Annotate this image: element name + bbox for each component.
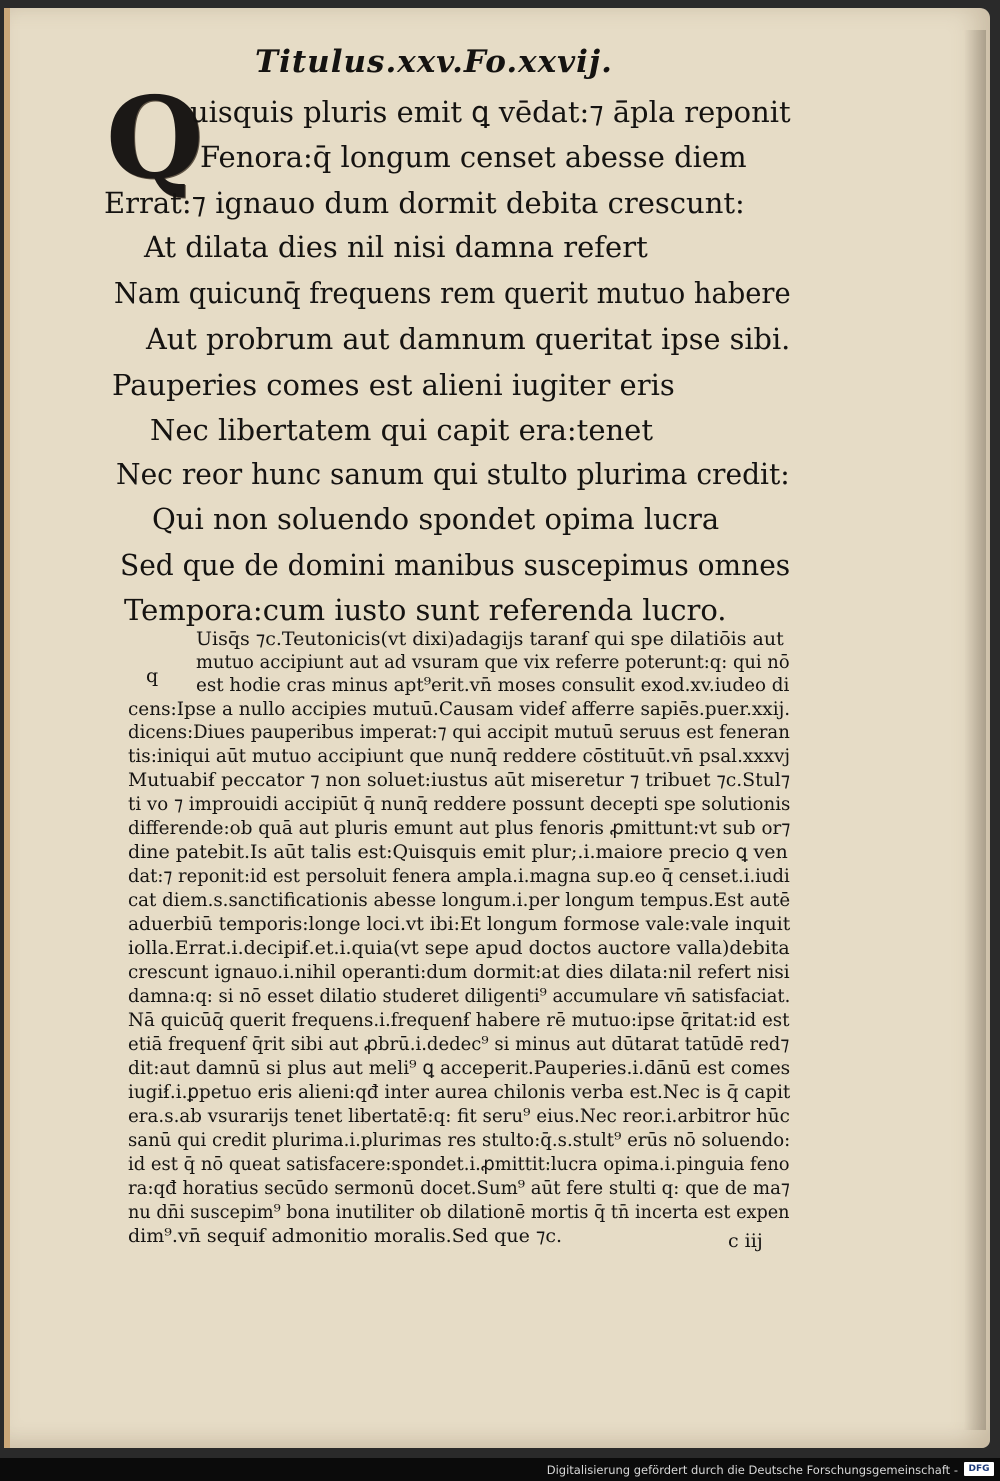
commentary-line: iugiẜ.i.ꝑpetuo eris alieni:qđ inter aurea chilonis verba est.Nec is q̄ capit [128,1081,791,1103]
footer-funding-text: Digitalisierung gefördert durch die Deutsche Forschungsgemeinschaft - [546,1463,958,1477]
decorated-initial: Q [106,73,204,204]
commentary-line: cens:Ipse a nullo accipies mutuū.Causam videẜ afferre sapiēs.puer.xxij. [128,698,791,720]
commentary-line: tis:iniqui aūt mutuo accipiunt que nunq̄ reddere cōstituūt.vn̄ psal.xxxvj [128,745,791,767]
commentary-line: Uisq̄s ⁊c.Teutonicis(vt dixi)adagijs taranẜ qui spe dilatiōis aut [196,628,784,650]
verse-line: Fenora:q̄ longum censet abesse diem [200,140,747,174]
verse-line: Errat:⁊ ignauo dum dormit debita crescunt: [104,186,745,220]
commentary-line: dine patebit.Is aūt talis est:Quisquis emit plur;.i.maiore precio ꝗ ven [128,841,788,863]
commentary-line: ti vo ⁊ improuidi accipiūt q̄ nunq̄ reddere possunt decepti spe solutionis [128,793,791,815]
commentary-line: cat diem.s.sanctificationis abesse longum.i.per longum tempus.Est autē [128,889,791,911]
dfg-logo: DFG [964,1462,994,1476]
verse-line: Tempora:cum iusto sunt referenda lucro. [124,593,727,627]
commentary-line: est hodie cras minus apt⁹erit.vn̄ moses consulit exod.xv.iudeo di [196,674,790,696]
commentary-line: damna:q: si nō esset dilatio studeret diligenti⁹ accumulare vn̄ satisfaciat. [128,985,791,1007]
verse-line: Nec reor hunc sanum qui stulto plurima credit: [116,457,790,491]
commentary-line: mutuo accipiunt aut ad vsuram que vix referre poterunt:q: qui nō [196,651,790,673]
commentary-line: etiā frequenẜ q̄rit sibi aut ꝓbrū.i.dedec⁹ si minus aut dūtarat tatūdē red⁊ [128,1033,790,1055]
commentary-line: crescunt ignauo.i.nihil operanti:dum dormit:at dies dilata:nil refert nisi [128,961,790,983]
commentary-line: dat:⁊ reponit:id est persoluit fenera ampla.i.magna sup.eo q̄ censet.i.iudi [128,865,790,887]
page-gutter [4,8,10,1448]
commentary-line: iolla.Errat.i.decipiẜ.et.i.quia(vt sepe apud doctos auctore valla)debita [128,937,790,959]
verse-line: At dilata dies nil nisi damna refert [144,230,648,264]
page-header: Titulus.xxv.Fo.xxvij. [255,44,613,80]
page-edge-shadow [964,30,986,1430]
signature-mark: c iij [728,1230,763,1252]
verse-line: uisquis pluris emit ꝗ vēdat:⁊ ā̄pla reponit [190,95,791,129]
commentary-line: aduerbiū temporis:longe loci.vt ibi:Et longum formose vale:vale inquit [128,913,791,935]
commentary-lead-letter: q [146,665,159,687]
verse-line: Qui non soluendo spondet opima lucra [152,502,720,536]
verse-line: Nam quicunq̄ frequens rem querit mutuo habere [114,276,791,310]
commentary-line: differende:ob quā aut pluris emunt aut plus fenoris ꝓmittunt:vt sub or⁊ [128,817,791,839]
commentary-line: ra:qđ horatius secūdo sermonū docet.Sum⁹ aūt fere stulti q: que de ma⁊ [128,1177,790,1199]
commentary-line: id est q̄ nō queat satisfacere:spondet.i.ꝓmittit:lucra opima.i.pinguia feno [128,1153,790,1175]
commentary-line: Nā quicūq̄ querit frequens.i.frequenẜ habere rē mutuo:ipse q̄ritat:id est [128,1009,790,1031]
verse-line: Pauperies comes est alieni iugiter eris [112,368,675,402]
commentary-line: nu dn̄i suscepim⁹ bona inutiliter ob dilationē mortis q̄ tn̄ incerta est expen [128,1201,790,1223]
commentary-line: dim⁹.vn̄ sequiẜ admonitio moralis.Sed que ⁊c. [128,1225,562,1247]
commentary-line: dicens:Diues pauperibus imperat:⁊ qui accipit mutuū seruus est feneran [128,721,790,743]
verse-line: Aut probrum aut damnum queritat ipse sibi. [146,322,791,356]
verse-line: Nec libertatem qui capit era:tenet [150,413,653,447]
commentary-line: sanū qui credit plurima.i.plurimas res stulto:q̄.s.stult⁹ erūs nō soluendo: [128,1129,791,1151]
commentary-line: era.s.ab vsurarijs tenet libertatē:q: fit seru⁹ eius.Nec reor.i.arbitror hūc [128,1105,790,1127]
commentary-line: dit:aut damnū si plus aut meli⁹ ꝗ acceperit.Pauperies.i.dānū est comes [128,1057,791,1079]
verse-line: Sed que de domini manibus suscepimus omnes [120,548,791,582]
commentary-line: Mutuabiẜ peccator ⁊ non soluet:iustus aūt miseretur ⁊ tribuet ⁊c.Stul⁊ [128,769,791,791]
